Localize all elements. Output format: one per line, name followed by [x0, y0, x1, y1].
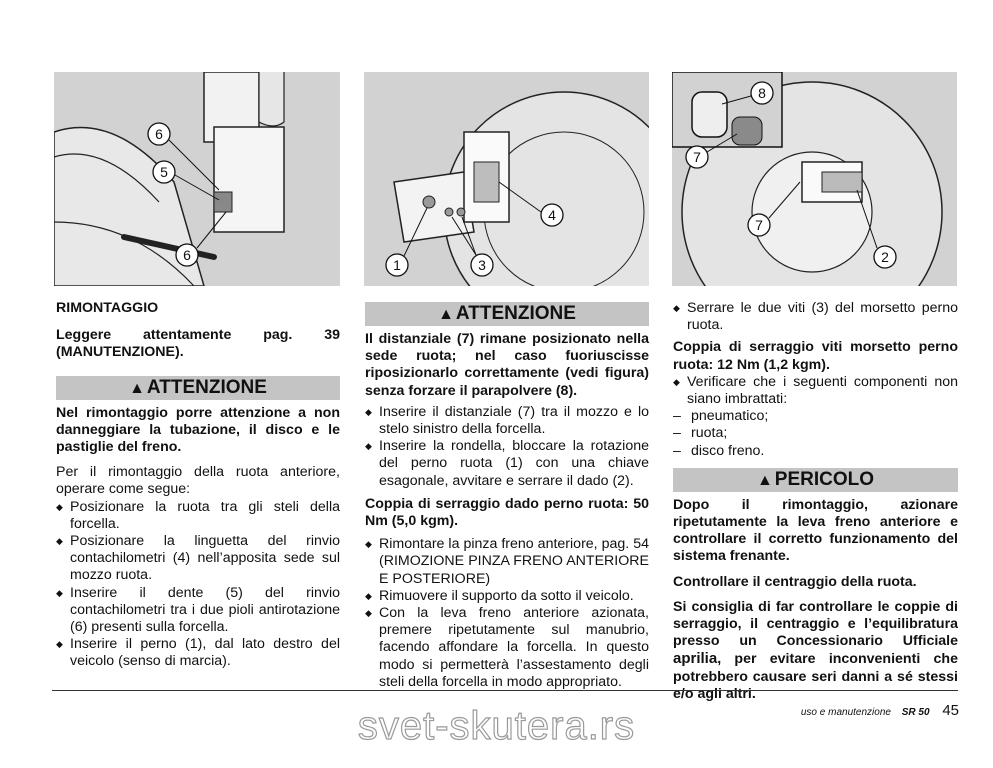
danger-text: Dopo il rimontaggio, azionare ripetutamente la leva freno anteriore e controllare il corretto funzionamento del sistema frenante. [673, 496, 958, 565]
column-3 [673, 300, 958, 703]
callout-6-top [148, 123, 170, 145]
figure-front-wheel-right [672, 72, 957, 286]
steps-list [56, 499, 340, 671]
callout-1 [386, 254, 408, 276]
list-item: ◆ Inserire il dente (5) del rinvio contachilometri tra i due pioli antirotazione (6) presenti sulla forcella. [56, 585, 340, 637]
check-note: Controllare il centraggio della ruota. [673, 573, 917, 590]
callout-7 [748, 214, 770, 236]
list-item: ◆ Inserire la rondella, bloccare la rotazione del perno ruota (1) con una chiave esagonale, avvitare e serrare il dado (2). [365, 438, 649, 490]
callout-7-inset [686, 146, 708, 168]
torque-note: Coppia di serraggio viti morsetto perno ruota: 12 Nm (1,2 kgm). [673, 339, 958, 373]
column-2 [365, 302, 649, 691]
callout-5 [153, 161, 175, 183]
danger-title: PERICOLO [774, 468, 875, 490]
warning-text: Nel rimontaggio porre attenzione a non danneggiare la tubazione, il disco e le pastiglie del freno. [56, 404, 340, 456]
list-item: ◆ Posizionare la linguetta del rinvio contachilometri (4) nell’apposita sede sul mozzo ruota. [56, 533, 340, 585]
list-item: ◆ Con la leva freno anteriore azionata, premere ripetutamente sul manubrio, facendo affondare la forcella. In questo modo si permetterà l’assestamento degli steli della forcella in modo appropriato. [365, 605, 649, 691]
list-item: – ruota; [673, 425, 958, 442]
watermark: svet-skutera.rs [357, 704, 636, 748]
components-list [673, 408, 958, 460]
svg-text:2: 2 [881, 249, 889, 265]
svg-text:4: 4 [548, 207, 556, 223]
intro-text: Per il rimontaggio della ruota anteriore, operare come segue: [56, 464, 340, 498]
list-item: – pneumatico; [673, 408, 958, 425]
warning-triangle-icon: ▲ [438, 306, 454, 323]
callout-8 [751, 82, 773, 104]
svg-text:8: 8 [758, 85, 766, 101]
svg-text:6: 6 [155, 126, 163, 142]
footer-divider [52, 690, 958, 691]
svg-text:3: 3 [478, 257, 486, 273]
footer-label: uso e manutenzione [800, 707, 891, 718]
figure-middle-illustration [364, 72, 649, 286]
brand-name: aprilia [673, 650, 718, 668]
steps-list-2 [673, 374, 958, 408]
warning-triangle-icon: ▲ [756, 471, 773, 489]
warning-band [56, 376, 340, 400]
figure-front-wheel-middle [364, 72, 649, 286]
warning-title: ATTENZIONE [146, 376, 267, 398]
svg-text:6: 6 [183, 247, 191, 263]
callout-6-bottom [176, 244, 198, 266]
callout-2 [874, 246, 896, 268]
column-1 [56, 300, 340, 671]
warning-band [365, 302, 649, 326]
advice-text: Si consiglia di far controllare le coppie di serraggio, il centraggio e l’equilibratura presso un Concessionario Ufficiale aprilia, per evitare inconvenienti che potrebbero causare seri danni a sé stessi e/o agli altri. [673, 598, 958, 702]
figure-left-illustration [54, 72, 340, 286]
warning-triangle-icon: ▲ [129, 379, 145, 397]
torque-note: Coppia di serraggio dado perno ruota: 50 Nm (5,0 kgm). [365, 495, 649, 530]
list-item: ◆ Rimuovere il supporto da sotto il veicolo. [365, 588, 649, 605]
list-item: – disco freno. [673, 443, 958, 460]
figure-right-illustration [672, 72, 957, 286]
figure-front-wheel-left [54, 72, 340, 286]
read-note: Leggere attentamente pag. 39 (MANUTENZIONE). [56, 327, 340, 361]
list-item: ◆ Rimontare la pinza freno anteriore, pag. 54 (RIMOZIONE PINZA FRENO ANTERIORE E POSTERIORE) [365, 536, 649, 588]
callout-4 [541, 204, 563, 226]
list-item: ◆ Posizionare la ruota tra gli steli della forcella. [56, 499, 340, 533]
list-item: ◆ Verificare che i seguenti componenti non siano imbrattati: [673, 374, 958, 408]
callout-3 [471, 254, 493, 276]
steps-list-2 [365, 536, 649, 691]
danger-band [673, 468, 958, 492]
svg-text:1: 1 [393, 257, 401, 273]
steps-list-1 [673, 300, 958, 334]
list-item: ◆ Serrare le due viti (3) del morsetto perno ruota. [673, 300, 958, 334]
list-item: ◆ Inserire il perno (1), dal lato destro del veicolo (senso di marcia). [56, 636, 340, 670]
page-number: 45 [942, 702, 959, 719]
svg-text:7: 7 [693, 149, 701, 165]
warning-title: ATTENZIONE [455, 303, 576, 324]
svg-text:5: 5 [160, 164, 168, 180]
section-heading: RIMONTAGGIO [56, 300, 159, 316]
list-item: ◆ Inserire il distanziale (7) tra il mozzo e lo stelo sinistro della forcella. [365, 404, 649, 438]
svg-text:7: 7 [755, 217, 763, 233]
warning-text: Il distanziale (7) rimane posizionato nella sede ruota; nel caso fuoriuscisse riposizionarlo correttamente (vedi figura) senza forzare il parapolvere (8). [365, 331, 649, 399]
steps-list-1 [365, 404, 649, 490]
footer-model: SR 50 [901, 707, 930, 718]
